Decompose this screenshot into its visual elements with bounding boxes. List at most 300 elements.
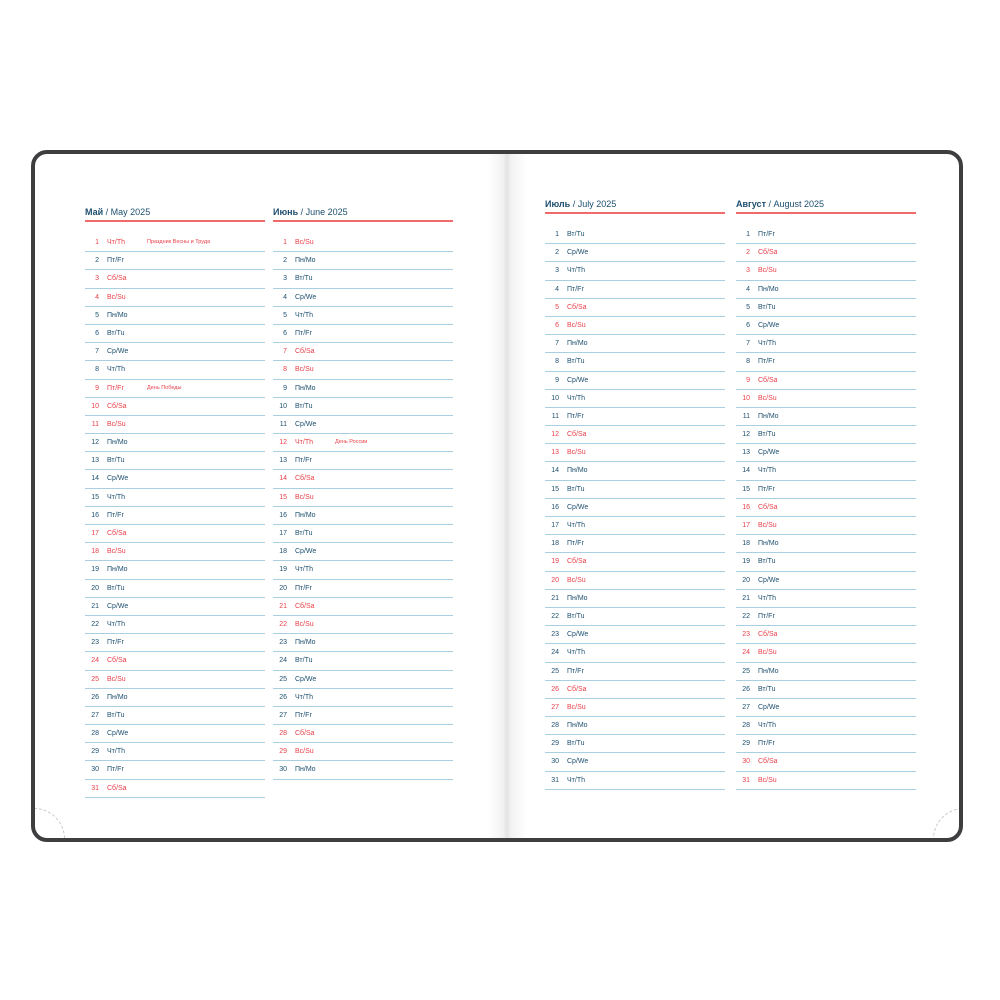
day-of-week: Пт/Fr xyxy=(107,639,124,647)
day-number: 1 xyxy=(555,231,559,238)
day-row xyxy=(85,707,265,725)
day-row xyxy=(545,408,725,426)
day-row xyxy=(545,244,725,262)
day-of-week: Пт/Fr xyxy=(295,711,312,719)
day-row xyxy=(545,390,725,408)
day-of-week: Ср/We xyxy=(758,703,780,711)
day-number: 5 xyxy=(555,303,559,311)
day-number: 26 xyxy=(91,693,99,701)
day-row xyxy=(85,689,265,707)
day-of-week: Вт/Tu xyxy=(107,457,125,465)
month-header: Июнь / June 2025 xyxy=(273,206,453,222)
day-number: 17 xyxy=(551,522,559,529)
month-name-en: July 2025 xyxy=(577,199,617,209)
day-of-week: Сб/Sa xyxy=(107,402,127,410)
day-of-week: Вт/Tu xyxy=(295,275,313,283)
day-number: 12 xyxy=(742,431,750,439)
day-number: 18 xyxy=(91,548,99,556)
right-page xyxy=(501,154,963,838)
day-number: 26 xyxy=(742,685,750,693)
day-of-week: Вс/Su xyxy=(107,293,126,301)
day-of-week: Вт/Tu xyxy=(567,358,585,366)
day-of-week: Вт/Tu xyxy=(567,740,585,748)
day-number: 7 xyxy=(555,340,559,348)
day-of-week: Пт/Fr xyxy=(758,358,775,366)
day-number: 15 xyxy=(279,493,287,501)
day-of-week: Вс/Su xyxy=(758,776,777,784)
day-number: 9 xyxy=(95,384,99,392)
day-of-week: Пт/Fr xyxy=(567,667,584,675)
day-of-week: Пт/Fr xyxy=(295,457,312,465)
day-row xyxy=(85,252,265,270)
day-row xyxy=(736,281,916,299)
day-number: 9 xyxy=(283,384,287,392)
day-row xyxy=(85,434,265,452)
day-row xyxy=(85,598,265,616)
day-of-week: Пн/Mo xyxy=(107,693,128,701)
day-of-week: Пт/Fr xyxy=(567,540,584,548)
day-of-week: Пн/Mo xyxy=(758,540,779,548)
day-number: 15 xyxy=(742,485,750,493)
day-number: 27 xyxy=(91,711,99,719)
holiday-note: День России xyxy=(335,439,368,446)
day-row xyxy=(273,289,453,307)
day-row xyxy=(85,270,265,288)
day-number: 30 xyxy=(551,758,559,766)
day-row xyxy=(545,572,725,590)
day-of-week: Пн/Mo xyxy=(107,439,128,447)
day-of-week: Сб/Sa xyxy=(758,376,778,384)
day-number: 11 xyxy=(91,420,99,428)
day-of-week: Чт/Th xyxy=(567,522,585,529)
day-of-week: Чт/Th xyxy=(107,366,125,374)
day-row xyxy=(736,372,916,390)
day-row xyxy=(545,535,725,553)
day-of-week: Сб/Sa xyxy=(107,657,127,665)
day-number: 21 xyxy=(279,602,287,610)
day-of-week: Вт/Tu xyxy=(567,485,585,493)
day-of-week: Пн/Mo xyxy=(758,667,779,675)
day-row xyxy=(85,234,265,252)
day-row xyxy=(736,681,916,699)
day-of-week: Ср/We xyxy=(567,376,589,384)
day-of-week: Вт/Tu xyxy=(758,431,776,439)
day-of-week: Вс/Su xyxy=(758,267,777,275)
day-of-week: Вс/Su xyxy=(758,522,777,529)
day-of-week: Сб/Sa xyxy=(758,758,778,766)
day-number: 2 xyxy=(746,249,750,257)
day-row xyxy=(273,470,453,488)
day-of-week: Ср/We xyxy=(567,503,589,511)
day-number: 1 xyxy=(283,239,287,246)
day-row xyxy=(273,361,453,379)
day-of-week: Пн/Mo xyxy=(295,639,316,647)
day-row xyxy=(273,598,453,616)
corner-pocket-left xyxy=(31,808,65,842)
day-row xyxy=(273,343,453,361)
day-row xyxy=(273,307,453,325)
day-of-week: Вс/Su xyxy=(295,493,314,501)
day-number: 30 xyxy=(742,758,750,766)
day-row xyxy=(736,590,916,608)
day-of-week: Пн/Mo xyxy=(567,340,588,348)
day-number: 18 xyxy=(279,548,287,556)
day-number: 18 xyxy=(742,540,750,548)
day-of-week: Ср/We xyxy=(295,675,317,683)
day-number: 15 xyxy=(91,493,99,501)
day-number: 6 xyxy=(283,329,287,337)
day-row xyxy=(736,408,916,426)
day-of-week: Вт/Tu xyxy=(107,329,125,337)
day-row xyxy=(85,671,265,689)
day-row xyxy=(736,663,916,681)
day-row xyxy=(736,644,916,662)
day-row xyxy=(736,299,916,317)
day-row xyxy=(736,317,916,335)
day-row xyxy=(273,725,453,743)
month-header: Июль / July 2025 xyxy=(545,198,725,214)
day-of-week: Пн/Mo xyxy=(758,412,779,420)
day-row xyxy=(85,580,265,598)
day-row xyxy=(273,234,453,252)
day-of-week: Чт/Th xyxy=(107,239,125,246)
day-number: 24 xyxy=(279,657,287,665)
day-row xyxy=(736,499,916,517)
day-number: 13 xyxy=(742,449,750,457)
day-of-week: Сб/Sa xyxy=(295,730,315,738)
day-of-week: Пт/Fr xyxy=(758,612,775,620)
day-of-week: Сб/Sa xyxy=(758,503,778,511)
day-of-week: Пн/Mo xyxy=(107,566,128,574)
day-list xyxy=(736,226,916,790)
day-number: 5 xyxy=(283,311,287,319)
day-of-week: Сб/Sa xyxy=(107,784,127,792)
day-of-week: Пн/Mo xyxy=(567,467,588,475)
day-row xyxy=(273,434,453,452)
day-row xyxy=(273,634,453,652)
day-number: 7 xyxy=(95,348,99,356)
day-of-week: Ср/We xyxy=(107,475,129,483)
day-of-week: Сб/Sa xyxy=(567,431,587,439)
day-of-week: Сб/Sa xyxy=(567,685,587,693)
day-of-week: Вт/Tu xyxy=(567,612,585,620)
day-row xyxy=(736,553,916,571)
day-row xyxy=(545,663,725,681)
day-number: 8 xyxy=(746,358,750,366)
day-row xyxy=(545,699,725,717)
day-of-week: Вт/Tu xyxy=(567,231,585,238)
day-number: 16 xyxy=(91,511,99,519)
day-number: 18 xyxy=(551,540,559,548)
day-row xyxy=(273,416,453,434)
day-number: 7 xyxy=(283,348,287,356)
day-of-week: Пн/Mo xyxy=(107,311,128,319)
day-row xyxy=(85,507,265,525)
day-row xyxy=(85,525,265,543)
day-of-week: Вс/Su xyxy=(107,420,126,428)
day-number: 1 xyxy=(746,231,750,238)
day-row xyxy=(545,299,725,317)
day-of-week: Чт/Th xyxy=(107,620,125,628)
day-row xyxy=(545,626,725,644)
day-number: 26 xyxy=(551,685,559,693)
day-row xyxy=(736,426,916,444)
day-number: 24 xyxy=(551,649,559,657)
day-row xyxy=(545,681,725,699)
day-row xyxy=(545,517,725,535)
day-row xyxy=(545,499,725,517)
day-of-week: Чт/Th xyxy=(567,776,585,784)
day-of-week: Пн/Mo xyxy=(567,722,588,730)
day-number: 22 xyxy=(279,620,287,628)
day-of-week: Пт/Fr xyxy=(295,329,312,337)
day-number: 20 xyxy=(742,576,750,584)
day-number: 6 xyxy=(95,329,99,337)
day-number: 4 xyxy=(95,293,99,301)
day-of-week: Сб/Sa xyxy=(295,348,315,356)
day-of-week: Чт/Th xyxy=(107,493,125,501)
day-row xyxy=(273,507,453,525)
month-header: Май / May 2025 xyxy=(85,206,265,222)
day-row xyxy=(545,735,725,753)
day-number: 24 xyxy=(91,657,99,665)
day-list xyxy=(273,234,453,780)
day-of-week: Ср/We xyxy=(567,249,589,257)
month-header: Август / August 2025 xyxy=(736,198,916,214)
day-number: 12 xyxy=(551,431,559,439)
day-of-week: Сб/Sa xyxy=(107,275,127,283)
day-row xyxy=(273,525,453,543)
day-number: 7 xyxy=(746,340,750,348)
day-number: 27 xyxy=(742,703,750,711)
day-number: 31 xyxy=(551,776,559,784)
day-number: 11 xyxy=(742,412,750,420)
day-row xyxy=(736,535,916,553)
day-number: 19 xyxy=(742,558,750,566)
day-of-week: Вс/Su xyxy=(295,239,314,246)
day-of-week: Вс/Su xyxy=(107,675,126,683)
day-number: 17 xyxy=(279,530,287,537)
day-row xyxy=(736,699,916,717)
day-row xyxy=(545,553,725,571)
day-row xyxy=(85,343,265,361)
day-number: 14 xyxy=(279,475,287,483)
day-of-week: Ср/We xyxy=(295,548,317,556)
day-row xyxy=(736,753,916,771)
day-list xyxy=(545,226,725,790)
day-row xyxy=(273,616,453,634)
day-number: 22 xyxy=(91,620,99,628)
day-of-week: Ср/We xyxy=(567,758,589,766)
day-row xyxy=(545,372,725,390)
month-name-en: August 2025 xyxy=(773,199,825,209)
day-row xyxy=(545,590,725,608)
day-row xyxy=(85,652,265,670)
day-of-week: Вс/Su xyxy=(295,366,314,374)
day-row xyxy=(545,717,725,735)
day-of-week: Сб/Sa xyxy=(295,475,315,483)
day-number: 8 xyxy=(555,358,559,366)
day-of-week: Вт/Tu xyxy=(107,711,125,719)
day-row xyxy=(85,634,265,652)
day-number: 20 xyxy=(279,584,287,592)
day-of-week: Вс/Su xyxy=(567,576,586,584)
day-of-week: Пт/Fr xyxy=(758,485,775,493)
day-of-week: Чт/Th xyxy=(758,467,776,475)
day-number: 29 xyxy=(279,748,287,756)
day-number: 22 xyxy=(742,612,750,620)
day-number: 21 xyxy=(742,594,750,602)
day-number: 21 xyxy=(551,594,559,602)
day-row xyxy=(85,470,265,488)
month-name-ru: Июль xyxy=(545,199,571,209)
day-of-week: Ср/We xyxy=(567,631,589,639)
day-of-week: Вс/Su xyxy=(758,649,777,657)
day-row xyxy=(85,416,265,434)
day-of-week: Вс/Su xyxy=(295,620,314,628)
day-number: 2 xyxy=(283,257,287,265)
day-number: 29 xyxy=(91,748,99,756)
month-name-en: May 2025 xyxy=(110,207,151,217)
day-of-week: Чт/Th xyxy=(295,311,313,319)
day-row xyxy=(736,244,916,262)
day-number: 17 xyxy=(742,522,750,529)
day-of-week: Пн/Mo xyxy=(567,594,588,602)
day-row xyxy=(545,753,725,771)
day-row xyxy=(736,772,916,790)
day-number: 13 xyxy=(551,449,559,457)
day-number: 3 xyxy=(746,267,750,275)
day-of-week: Ср/We xyxy=(295,293,317,301)
day-of-week: Пт/Fr xyxy=(107,384,124,392)
day-number: 25 xyxy=(91,675,99,683)
day-number: 28 xyxy=(742,722,750,730)
month-column-july xyxy=(545,198,725,790)
day-row xyxy=(736,517,916,535)
day-of-week: Пт/Fr xyxy=(107,257,124,265)
day-number: 13 xyxy=(279,457,287,465)
day-number: 2 xyxy=(95,257,99,265)
day-number: 28 xyxy=(91,730,99,738)
day-of-week: Чт/Th xyxy=(567,394,585,402)
day-row xyxy=(736,335,916,353)
day-of-week: Вт/Tu xyxy=(107,584,125,592)
day-row xyxy=(273,580,453,598)
day-number: 2 xyxy=(555,249,559,257)
day-number: 11 xyxy=(279,420,287,428)
day-of-week: Вс/Su xyxy=(107,548,126,556)
day-number: 9 xyxy=(746,376,750,384)
day-row xyxy=(545,481,725,499)
day-of-week: Пн/Mo xyxy=(295,257,316,265)
day-number: 21 xyxy=(91,602,99,610)
day-of-week: Вс/Su xyxy=(567,703,586,711)
day-row xyxy=(736,390,916,408)
day-of-week: Пт/Fr xyxy=(758,231,775,238)
day-of-week: Ср/We xyxy=(107,348,129,356)
day-number: 20 xyxy=(91,584,99,592)
day-row xyxy=(273,707,453,725)
day-of-week: Вс/Su xyxy=(295,748,314,756)
month-name-en: June 2025 xyxy=(305,207,348,217)
day-row xyxy=(273,489,453,507)
day-number: 19 xyxy=(279,566,287,574)
day-row xyxy=(545,644,725,662)
day-row xyxy=(273,452,453,470)
day-number: 3 xyxy=(555,267,559,275)
day-of-week: Вт/Tu xyxy=(758,558,776,566)
day-of-week: Пт/Fr xyxy=(567,285,584,293)
day-row xyxy=(545,262,725,280)
day-of-week: Сб/Sa xyxy=(295,602,315,610)
day-of-week: Чт/Th xyxy=(295,566,313,574)
day-number: 9 xyxy=(555,376,559,384)
day-of-week: Вт/Tu xyxy=(295,657,313,665)
day-number: 29 xyxy=(742,740,750,748)
day-number: 26 xyxy=(279,693,287,701)
day-of-week: Чт/Th xyxy=(758,594,776,602)
day-of-week: Пн/Mo xyxy=(295,384,316,392)
day-number: 4 xyxy=(746,285,750,293)
day-of-week: Ср/We xyxy=(758,449,780,457)
day-row xyxy=(736,735,916,753)
day-number: 14 xyxy=(551,467,559,475)
day-number: 13 xyxy=(91,457,99,465)
month-name-ru: Август xyxy=(736,199,766,209)
day-row xyxy=(273,561,453,579)
day-of-week: Сб/Sa xyxy=(758,249,778,257)
day-number: 11 xyxy=(551,412,559,420)
day-row xyxy=(273,689,453,707)
day-of-week: Пт/Fr xyxy=(107,511,124,519)
day-of-week: Сб/Sa xyxy=(567,558,587,566)
day-row xyxy=(273,325,453,343)
day-number: 22 xyxy=(551,612,559,620)
day-of-week: Чт/Th xyxy=(295,439,313,447)
day-of-week: Пт/Fr xyxy=(295,584,312,592)
day-number: 29 xyxy=(551,740,559,748)
day-number: 10 xyxy=(742,394,750,402)
day-of-week: Ср/We xyxy=(758,321,780,329)
day-row xyxy=(736,444,916,462)
day-row xyxy=(85,289,265,307)
day-number: 3 xyxy=(95,275,99,283)
day-row xyxy=(85,743,265,761)
day-number: 12 xyxy=(279,439,287,447)
day-of-week: Пт/Fr xyxy=(758,740,775,748)
day-of-week: Вс/Su xyxy=(567,449,586,457)
holiday-note: Праздник Весны и Труда xyxy=(147,239,211,245)
month-name-ru: Май xyxy=(85,207,104,217)
day-row xyxy=(85,725,265,743)
day-number: 5 xyxy=(95,311,99,319)
day-row xyxy=(273,380,453,398)
day-number: 6 xyxy=(746,321,750,329)
day-number: 23 xyxy=(91,639,99,647)
day-number: 31 xyxy=(742,776,750,784)
day-number: 28 xyxy=(279,730,287,738)
day-row xyxy=(545,462,725,480)
day-number: 10 xyxy=(279,402,287,410)
day-row xyxy=(736,462,916,480)
month-column-august xyxy=(736,198,916,790)
day-row xyxy=(736,572,916,590)
corner-pocket-right xyxy=(933,808,963,842)
day-row xyxy=(85,361,265,379)
day-of-week: Ср/We xyxy=(758,576,780,584)
day-number: 25 xyxy=(742,667,750,675)
month-column-may xyxy=(85,206,265,798)
